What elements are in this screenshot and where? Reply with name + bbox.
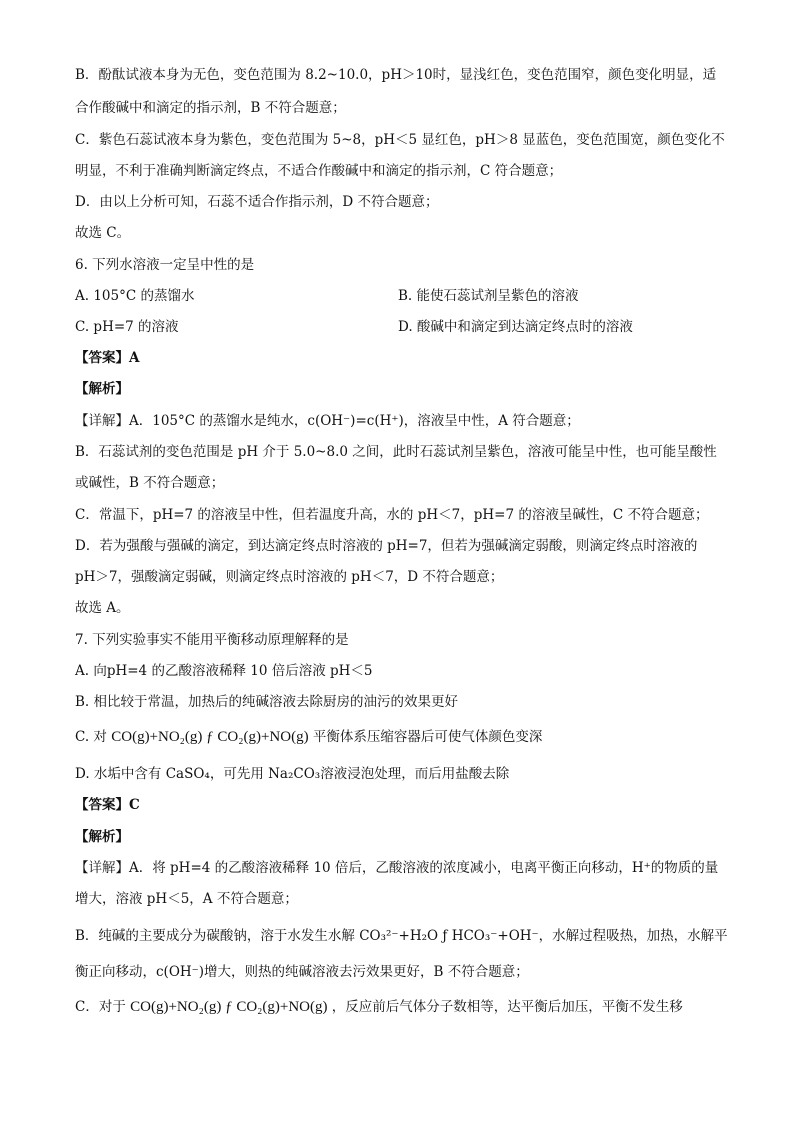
text-line: [75, 997, 683, 1017]
text-line: B．纯碱的主要成分为碳酸钠，溶于水发生水解 CO₃²⁻+H₂O ƒ HCO₃⁻+OH⁻，水解过程吸热，加热，水解平: [75, 928, 728, 944]
text-line: C．紫色石蕊试液本身为紫色，变色范围为 5~8，pH＜5 显红色，pH＞8 显蓝色，变色范围宽，颜色变化不: [75, 132, 725, 148]
question-6-option-a: A. 105°C 的蒸馏水: [75, 288, 195, 304]
analysis-label: 【解析】: [75, 829, 129, 845]
question-7-option-b: B. 相比较于常温，加热后的纯碱溶液去除厨房的油污的效果更好: [75, 694, 459, 710]
text-line: 增大，溶液 pH＜5，A 不符合题意；: [75, 891, 298, 907]
text-line: D．由以上分析可知，石蕊不适合作指示剂，D 不符合题意；: [75, 194, 439, 210]
text-line: 合作酸碱中和滴定的指示剂，B 不符合题意；: [75, 100, 346, 116]
text-line: 故选 C。: [75, 225, 131, 241]
text-line: 【详解】A．105°C 的蒸馏水是纯水，c(OH⁻)=c(H⁺)，溶液呈中性，A 符合题意；: [75, 413, 580, 429]
text-line: 【详解】A．将 pH=4 的乙酸溶液稀释 10 倍后，乙酸溶液的浓度减小，电离平衡正向移动，H⁺的物质的量: [75, 860, 719, 876]
text-line: 故选 A。: [75, 600, 130, 616]
equation: CO(g)+NO₂(g) ƒ CO₂(g)+NO(g): [130, 999, 328, 1015]
question-7-stem: 7. 下列实验事实不能用平衡移动原理解释的是: [75, 632, 349, 648]
text-prefix: C．对于: [75, 999, 126, 1015]
text-line: B．酚酞试液本身为无色，变色范围为 8.2~10.0，pH＞10时，显浅红色，变色范围窄，颜色变化明显，适: [75, 67, 717, 83]
option-c-prefix: C. 对: [75, 729, 107, 745]
question-6-option-b: B. 能使石蕊试剂呈紫色的溶液: [398, 288, 579, 304]
analysis-label: 【解析】: [75, 381, 129, 397]
equation: CO(g)+NO₂(g) ƒ CO₂(g)+NO(g): [111, 729, 309, 745]
text-line: pH＞7，强酸滴定弱碱，则滴定终点时溶液的 pH＜7，D 不符合题意；: [75, 569, 504, 585]
answer-label: 【答案】C: [75, 797, 140, 813]
text-line: B．石蕊试剂的变色范围是 pH 介于 5.0~8.0 之间，此时石蕊试剂呈紫色，溶液可能呈中性，也可能呈酸性: [75, 444, 717, 460]
answer-label: 【答案】A: [75, 350, 140, 366]
text-line: 或碱性，B 不符合题意；: [75, 475, 225, 491]
text-line: 明显，不利于准确判断滴定终点，不适合作酸碱中和滴定的指示剂，C 符合题意；: [75, 163, 563, 179]
question-6-option-d: D. 酸碱中和滴定到达滴定终点时的溶液: [398, 319, 633, 335]
text-line: C．常温下，pH=7 的溶液呈中性，但若温度升高，水的 pH＜7，pH=7 的溶液呈碱性，C 不符合题意；: [75, 507, 709, 523]
question-6-option-c: C. pH=7 的溶液: [75, 319, 179, 335]
text-line: 衡正向移动，c(OH⁻)增大，则热的纯碱溶液去污效果更好，B 不符合题意；: [75, 964, 529, 980]
question-6-stem: 6. 下列水溶液一定呈中性的是: [75, 257, 255, 273]
text-line: D．若为强酸与强碱的滴定，到达滴定终点时溶液的 pH=7，但若为强碱滴定弱酸，则滴定终点时溶液的: [75, 538, 698, 554]
text-suffix: ，反应前后气体分子数相等，达平衡后加压，平衡不发生移: [331, 999, 683, 1015]
question-7-option-d: D. 水垢中含有 CaSO₄，可先用 Na₂CO₃溶液浸泡处理，而后用盐酸去除: [75, 766, 510, 782]
option-c-suffix: 平衡体系压缩容器后可使气体颜色变深: [312, 729, 543, 745]
question-7-option-a: A. 向pH=4 的乙酸溶液稀释 10 倍后溶液 pH＜5: [75, 663, 373, 679]
question-7-option-c: [75, 727, 542, 747]
